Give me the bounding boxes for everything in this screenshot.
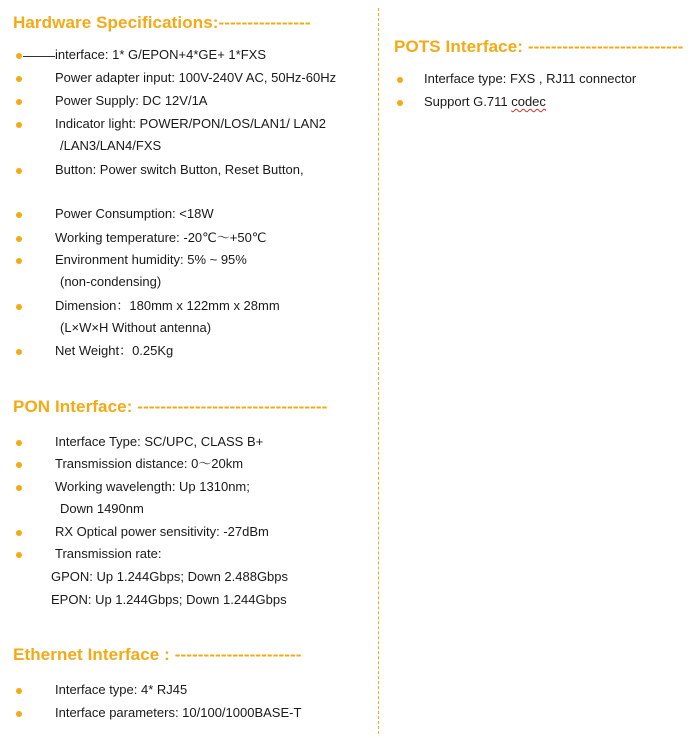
eth-interface-parameters: Interface parameters: 10/100/1000BASE-T	[55, 705, 302, 720]
pon-heading: PON Interface: ---------------------------------	[13, 397, 328, 416]
hw-dimension: Dimension：180mm x 122mm x 28mm	[55, 298, 280, 313]
hw-net-weight: Net Weight：0.25Kg	[55, 343, 174, 358]
hw-power-consumption: Power Consumption: <18W	[55, 206, 214, 221]
hw-button: Button: Power switch Button, Reset Button,	[55, 162, 304, 177]
bullet-icon	[16, 530, 22, 536]
hw-indicator-light: Indicator light: POWER/PON/LOS/LAN1/ LAN2	[55, 116, 326, 131]
hw-power-supply: Power Supply: DC 12V/1A	[55, 93, 208, 108]
hw-working-temperature: Working temperature: -20℃～+50℃	[55, 230, 267, 245]
pon-wavelength-down: Down 1490nm	[60, 501, 144, 516]
pots-codec-text: Support G.711	[424, 94, 512, 109]
pon-transmission-distance: Transmission distance: 0～20km	[55, 456, 244, 471]
bullet-icon	[16, 212, 22, 218]
pots-heading: POTS Interface: ---------------------------	[394, 37, 684, 56]
bullet-icon	[16, 53, 22, 59]
connector-line	[23, 56, 55, 57]
pon-interface-type: Interface Type: SC/UPC, CLASS B+	[55, 434, 264, 449]
pon-transmission-rate: Transmission rate:	[55, 546, 162, 561]
bullet-icon	[16, 304, 22, 310]
hw-humidity-note: (non-condensing)	[60, 274, 162, 289]
pon-working-wavelength: Working wavelength: Up 1310nm;	[55, 479, 250, 494]
bullet-icon	[16, 168, 22, 174]
pon-epon-rate: EPON: Up 1.244Gbps; Down 1.244Gbps	[51, 592, 287, 607]
bullet-icon	[397, 77, 403, 83]
hardware-heading: Hardware Specifications:----------------	[13, 13, 311, 32]
bullet-icon	[16, 122, 22, 128]
hw-power-adapter: Power adapter input: 100V-240V AC, 50Hz-60Hz	[55, 70, 337, 85]
bullet-icon	[16, 236, 22, 242]
eth-interface-type: Interface type: 4* RJ45	[55, 682, 188, 697]
ethernet-heading: Ethernet Interface : ----------------------	[13, 645, 302, 664]
pon-gpon-rate: GPON: Up 1.244Gbps; Down 2.488Gbps	[51, 569, 289, 584]
bullet-icon	[16, 552, 22, 558]
hw-indicator-light-cont: /LAN3/LAN4/FXS	[60, 138, 162, 153]
hw-interface: interface: 1* G/EPON+4*GE+ 1*FXS	[55, 47, 266, 62]
pots-codec-word: codec	[511, 94, 546, 109]
bullet-icon	[16, 99, 22, 105]
bullet-icon	[16, 688, 22, 694]
bullet-icon	[16, 349, 22, 355]
bullet-icon	[397, 100, 403, 106]
bullet-icon	[16, 258, 22, 264]
bullet-icon	[16, 76, 22, 82]
bullet-icon	[16, 440, 22, 446]
pon-rx-sensitivity: RX Optical power sensitivity: -27dBm	[55, 524, 269, 539]
pots-codec-support	[424, 94, 546, 110]
column-divider	[378, 8, 379, 734]
pots-interface-type: Interface type: FXS , RJ11 connector	[424, 71, 637, 86]
hw-dimension-note: (L×W×H Without antenna)	[60, 320, 212, 335]
bullet-icon	[16, 711, 22, 717]
bullet-icon	[16, 462, 22, 468]
hw-environment-humidity: Environment humidity: 5% ~ 95%	[55, 252, 247, 267]
bullet-icon	[16, 485, 22, 491]
